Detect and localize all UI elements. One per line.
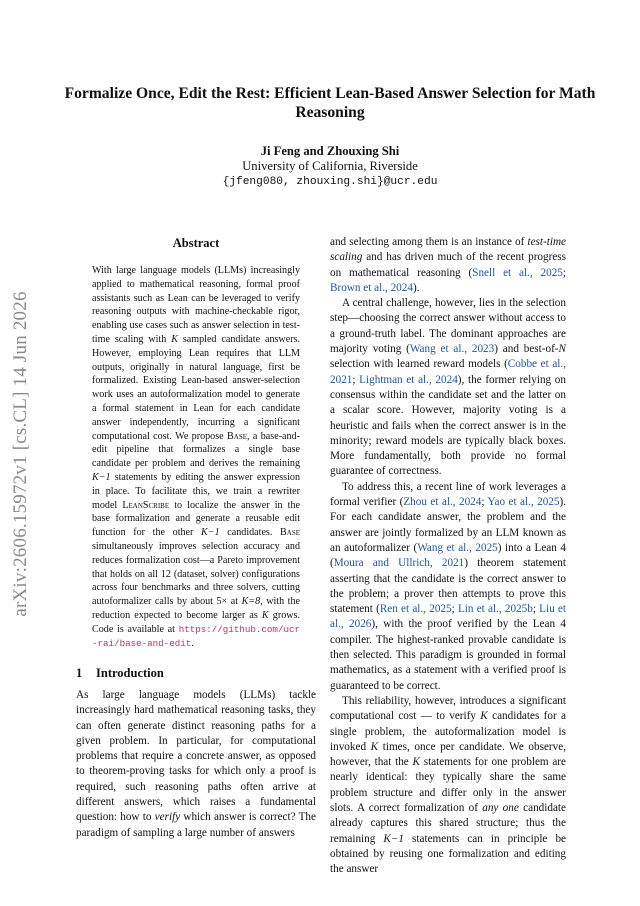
citation-link[interactable]: Brown et al., 2024 (330, 281, 413, 294)
arxiv-stamp: arXiv:2606.15972v1 [cs.CL] 14 Jun 2026 (10, 291, 31, 617)
section-heading-introduction: 1 Introduction (76, 666, 164, 680)
paragraph: and selecting among them is an instance of test-time scaling and has driven much of the recent progress on mathematical reasoning (Snell et al., 2025; Brown et al., 2024). (330, 236, 566, 294)
citation-link[interactable]: Zhou et al., 2024 (403, 496, 482, 509)
citation-link[interactable]: Wang et al., 2025 (417, 541, 498, 554)
abstract-heading: Abstract (172, 236, 220, 250)
citation-link[interactable]: Lin et al., 2025b (457, 603, 533, 616)
code-link[interactable]: https://github.com/ucr-rai/base-and-edit (92, 623, 300, 649)
citation-link[interactable]: Liu et al., 2026 (330, 603, 566, 631)
citation-link[interactable]: Cobbe et al., 2021 (330, 358, 566, 386)
authors: Ji Feng and Zhouxing Shi (260, 144, 400, 158)
paragraph: A central challenge, however, lies in the selection step—choosing the correct answer without access to a ground-truth label. The dominant approaches are majority voting (Wang et al., 2023) and best-of-N selection with learned reward models (Cobbe et al., 2021; Lightman et al., 2024), the former relying on consensus within the candidate set and the latter on a scalar score. However, majority voting is a heuristic and fails when the correct answer is in the minority; reward models are typically black boxes. More fundamentally, both provide no formal guarantee of correctness. (330, 297, 566, 478)
paper-title: Formalize Once, Edit the Rest: Efficient Lean-Based Answer Selection for Math Reasoning (64, 85, 596, 121)
citation-link[interactable]: Snell et al., 2025 (472, 266, 563, 279)
email: {jfeng080, zhouxing.shi}@ucr.edu (222, 176, 438, 188)
right-column (330, 235, 566, 877)
citation-link[interactable]: Ren et al., 2025 (379, 603, 452, 616)
citation-link[interactable]: Wang et al., 2023 (409, 343, 495, 356)
citation-link[interactable]: Moura and Ullrich, 2021 (333, 557, 465, 570)
intro-paragraph: As large language models (LLMs) tackle increasingly hard mathematical reasoning tasks, they can often generate distinct reasoning paths for a given problem. In particular, for computational problems that require a concrete answer, as opposed to theorem-proving tasks for which only a proof is required, such reasoning paths often arrive at different answers, which raises a fundamental question: how to verify which answer is correct? The paradigm of sampling a large number of answers (76, 689, 316, 839)
paragraph: To address this, a recent line of work leverages a formal verifier (Zhou et al., 2024; Yao et al., 2025). For each candidate answer, the problem and the answer are jointly formalized by an LLM known as an autoformalizer (Wang et al., 2025) into a Lean 4 (Moura and Ullrich, 2021) theorem statement asserting that the candidate is the correct answer to the problem; a prover then attempts to prove this statement (Ren et al., 2025; Lin et al., 2025b; Liu et al., 2026), with the proof verified by the Lean 4 compiler. The highest-ranked provable candidate is then selected. This paradigm is grounded in formal mathematics, as a statement with a verified proof is guaranteed to be correct. (330, 480, 567, 692)
citation-link[interactable]: Yao et al., 2025 (487, 496, 560, 509)
affiliation: University of California, Riverside (242, 159, 418, 173)
paragraph: This reliability, however, introduces a significant computational cost — to verify K candidates for a single problem, the autoformalization model is invoked K times, once per candidate. We observe, however, that the K statements for one problem are nearly identical: they typically share the same problem structure and differ only in the answer slots. A correct formalization of any one candidate already captures this shared structure; thus the remaining K−1 statements can in principle be obtained by reusing one formalization and editing the answer (330, 694, 566, 876)
citation-link[interactable]: Lightman et al., 2024 (359, 373, 458, 386)
abstract-text: With large language models (LLMs) increasingly applied to mathematical reasoning, formal proof assistants such as Lean can be leveraged to verify reasoning outputs with machine-checkable rigor, enabling use cases such as answer selection in test-time scaling with K sampled candidate answers. However, employing Lean requires that LLM outputs, originally in natural language, first be formalized. Existing Lean-based answer-selection work uses an autoformalization model to generate a formal statement in Lean for each candidate answer independently, incurring a significant computational cost. We propose Base, a base-and-edit pipeline that formalizes a single base candidate per problem and derives the remaining K−1 statements by editing the answer expression in place. To facilitate this, we train a rewriter model LeanScribe to localize the answer in the base formalization and generate a reusable edit function for the other K−1 candidates. Base simultaneously improves selection accuracy and reduces formalization cost—a Pareto improvement that holds on all 12 (dataset, solver) configurations across four benchmarks and three solvers, cutting autoformalizer calls by about 5× at K=8, with the reduction expected to become larger as K grows. Code is available at https://github.com/ucr-rai/base-and-edit. (92, 265, 301, 649)
